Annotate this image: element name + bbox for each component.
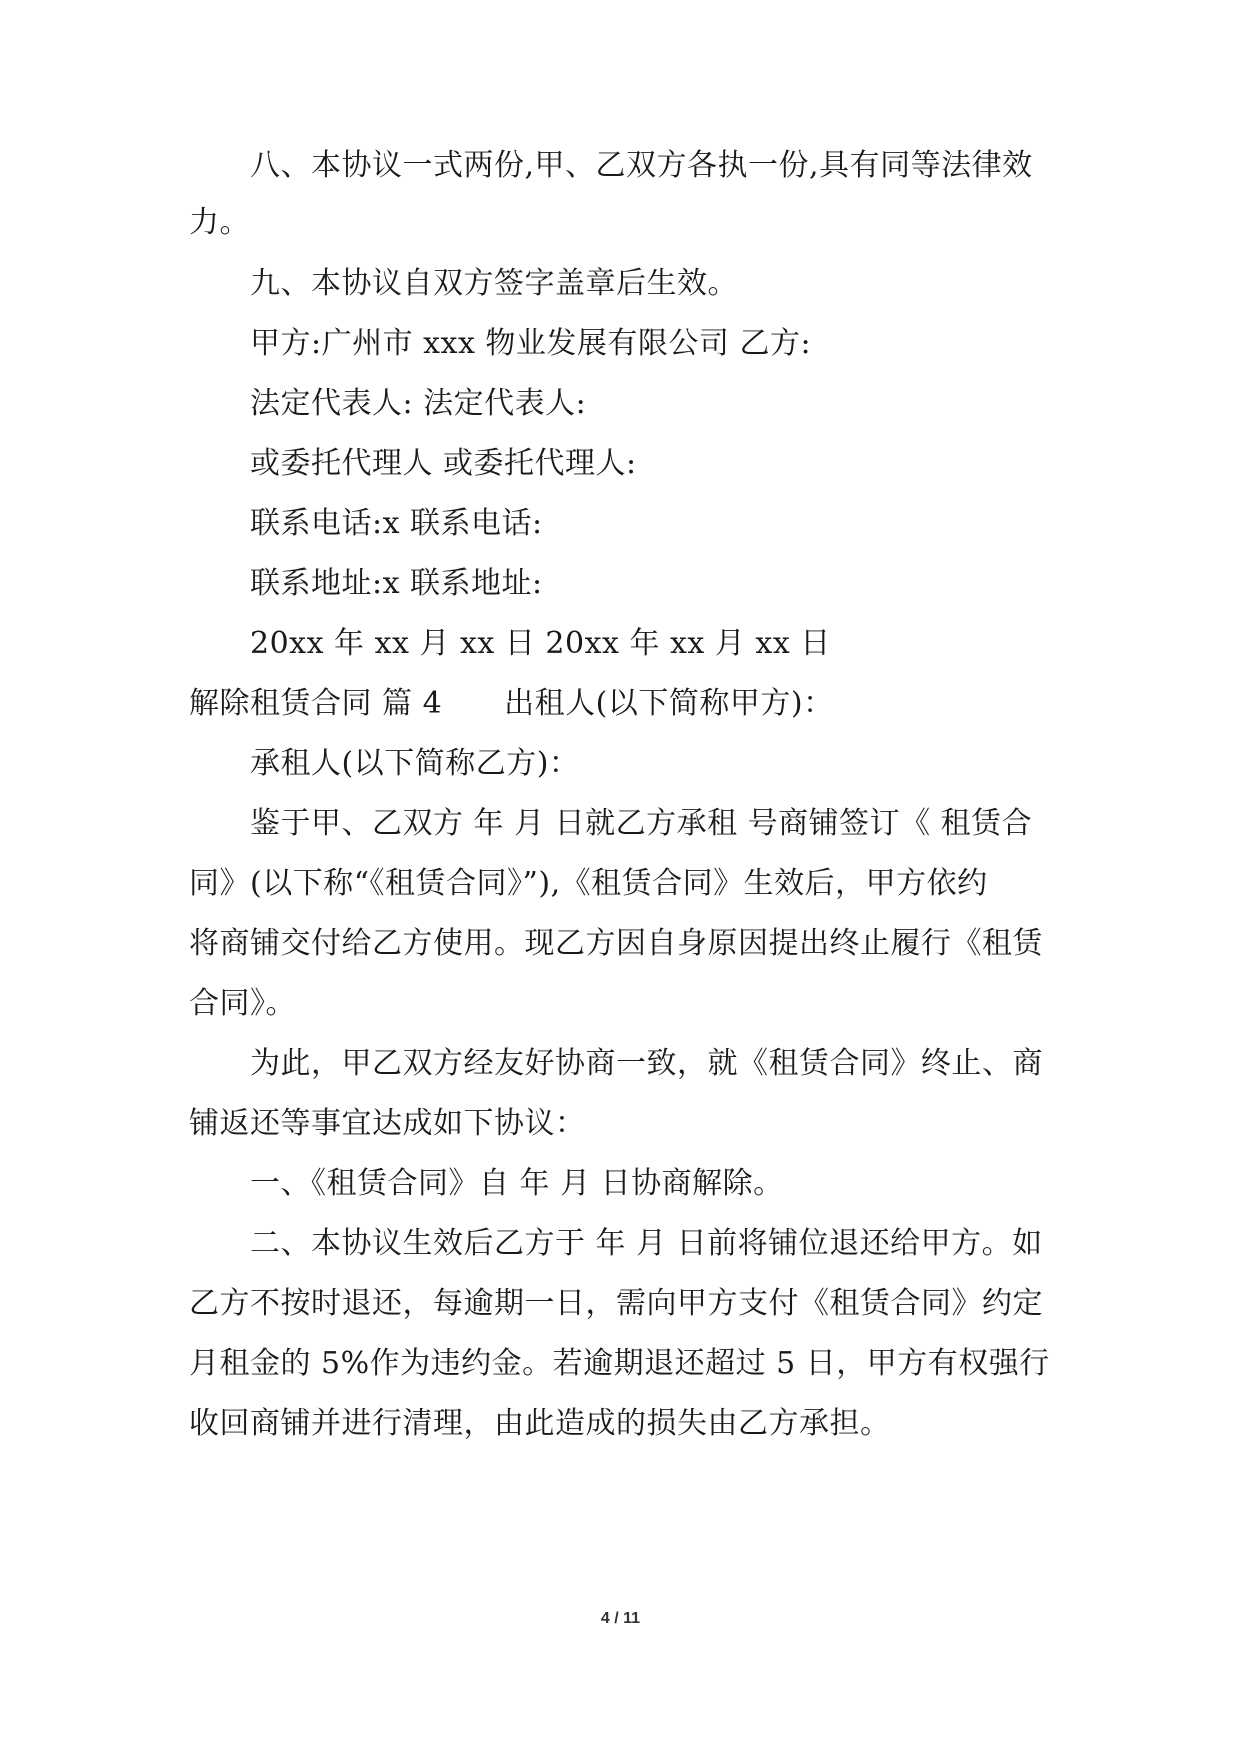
paragraph-line: 合同》。 xyxy=(189,986,296,1021)
paragraph-line: 铺返还等事宜达成如下协议： xyxy=(189,1106,586,1141)
page-number: 4 / 11 xyxy=(600,1610,641,1627)
paragraph-line: 鉴于甲、乙双方 年 月 日就乙方承租 号商铺签订《 租赁合 xyxy=(250,806,1033,841)
paragraph-line: 乙方不按时退还，每逾期一日，需向甲方支付《租赁合同》约定 xyxy=(189,1286,1043,1321)
paragraph-line: 八、本协议一式两份,甲、乙双方各执一份,具有同等法律效 xyxy=(250,148,1033,183)
lessor-label: 出租人(以下简称甲方)： xyxy=(504,686,834,721)
paragraph-line: 一、《租赁合同》自 年 月 日协商解除。 xyxy=(250,1166,784,1201)
section-heading-line xyxy=(189,684,834,724)
paragraph-line: 收回商铺并进行清理，由此造成的损失由乙方承担。 xyxy=(189,1406,891,1441)
section-heading: 解除租赁合同 篇 4 xyxy=(189,686,443,721)
paragraph-line: 联系地址:x 联系地址: xyxy=(250,566,543,601)
paragraph-line: 九、本协议自双方签字盖章后生效。 xyxy=(250,266,738,301)
paragraph-line: 同》(以下称“《租赁合同》”),《租赁合同》生效后，甲方依约 xyxy=(189,866,988,901)
paragraph-line: 甲方:广州市 xxx 物业发展有限公司 乙方: xyxy=(250,326,812,361)
paragraph-line: 承租人(以下简称乙方)： xyxy=(250,746,580,781)
paragraph-line: 将商铺交付给乙方使用。现乙方因自身原因提出终止履行《租赁 xyxy=(189,926,1043,961)
paragraph-line: 或委托代理人 或委托代理人: xyxy=(250,446,637,481)
paragraph-line: 联系电话:x 联系电话: xyxy=(250,506,543,541)
paragraph-line: 法定代表人: 法定代表人: xyxy=(250,386,587,421)
paragraph-line: 20xx 年 xx 月 xx 日 20xx 年 xx 月 xx 日 xyxy=(250,626,831,661)
paragraph-line: 为此，甲乙双方经友好协商一致，就《租赁合同》终止、商 xyxy=(250,1046,1043,1081)
paragraph-line: 月租金的 5%作为违约金。若逾期退还超过 5 日，甲方有权强行 xyxy=(189,1346,1050,1381)
paragraph-line: 力。 xyxy=(189,205,250,240)
paragraph-line: 二、本协议生效后乙方于 年 月 日前将铺位退还给甲方。如 xyxy=(250,1226,1043,1261)
